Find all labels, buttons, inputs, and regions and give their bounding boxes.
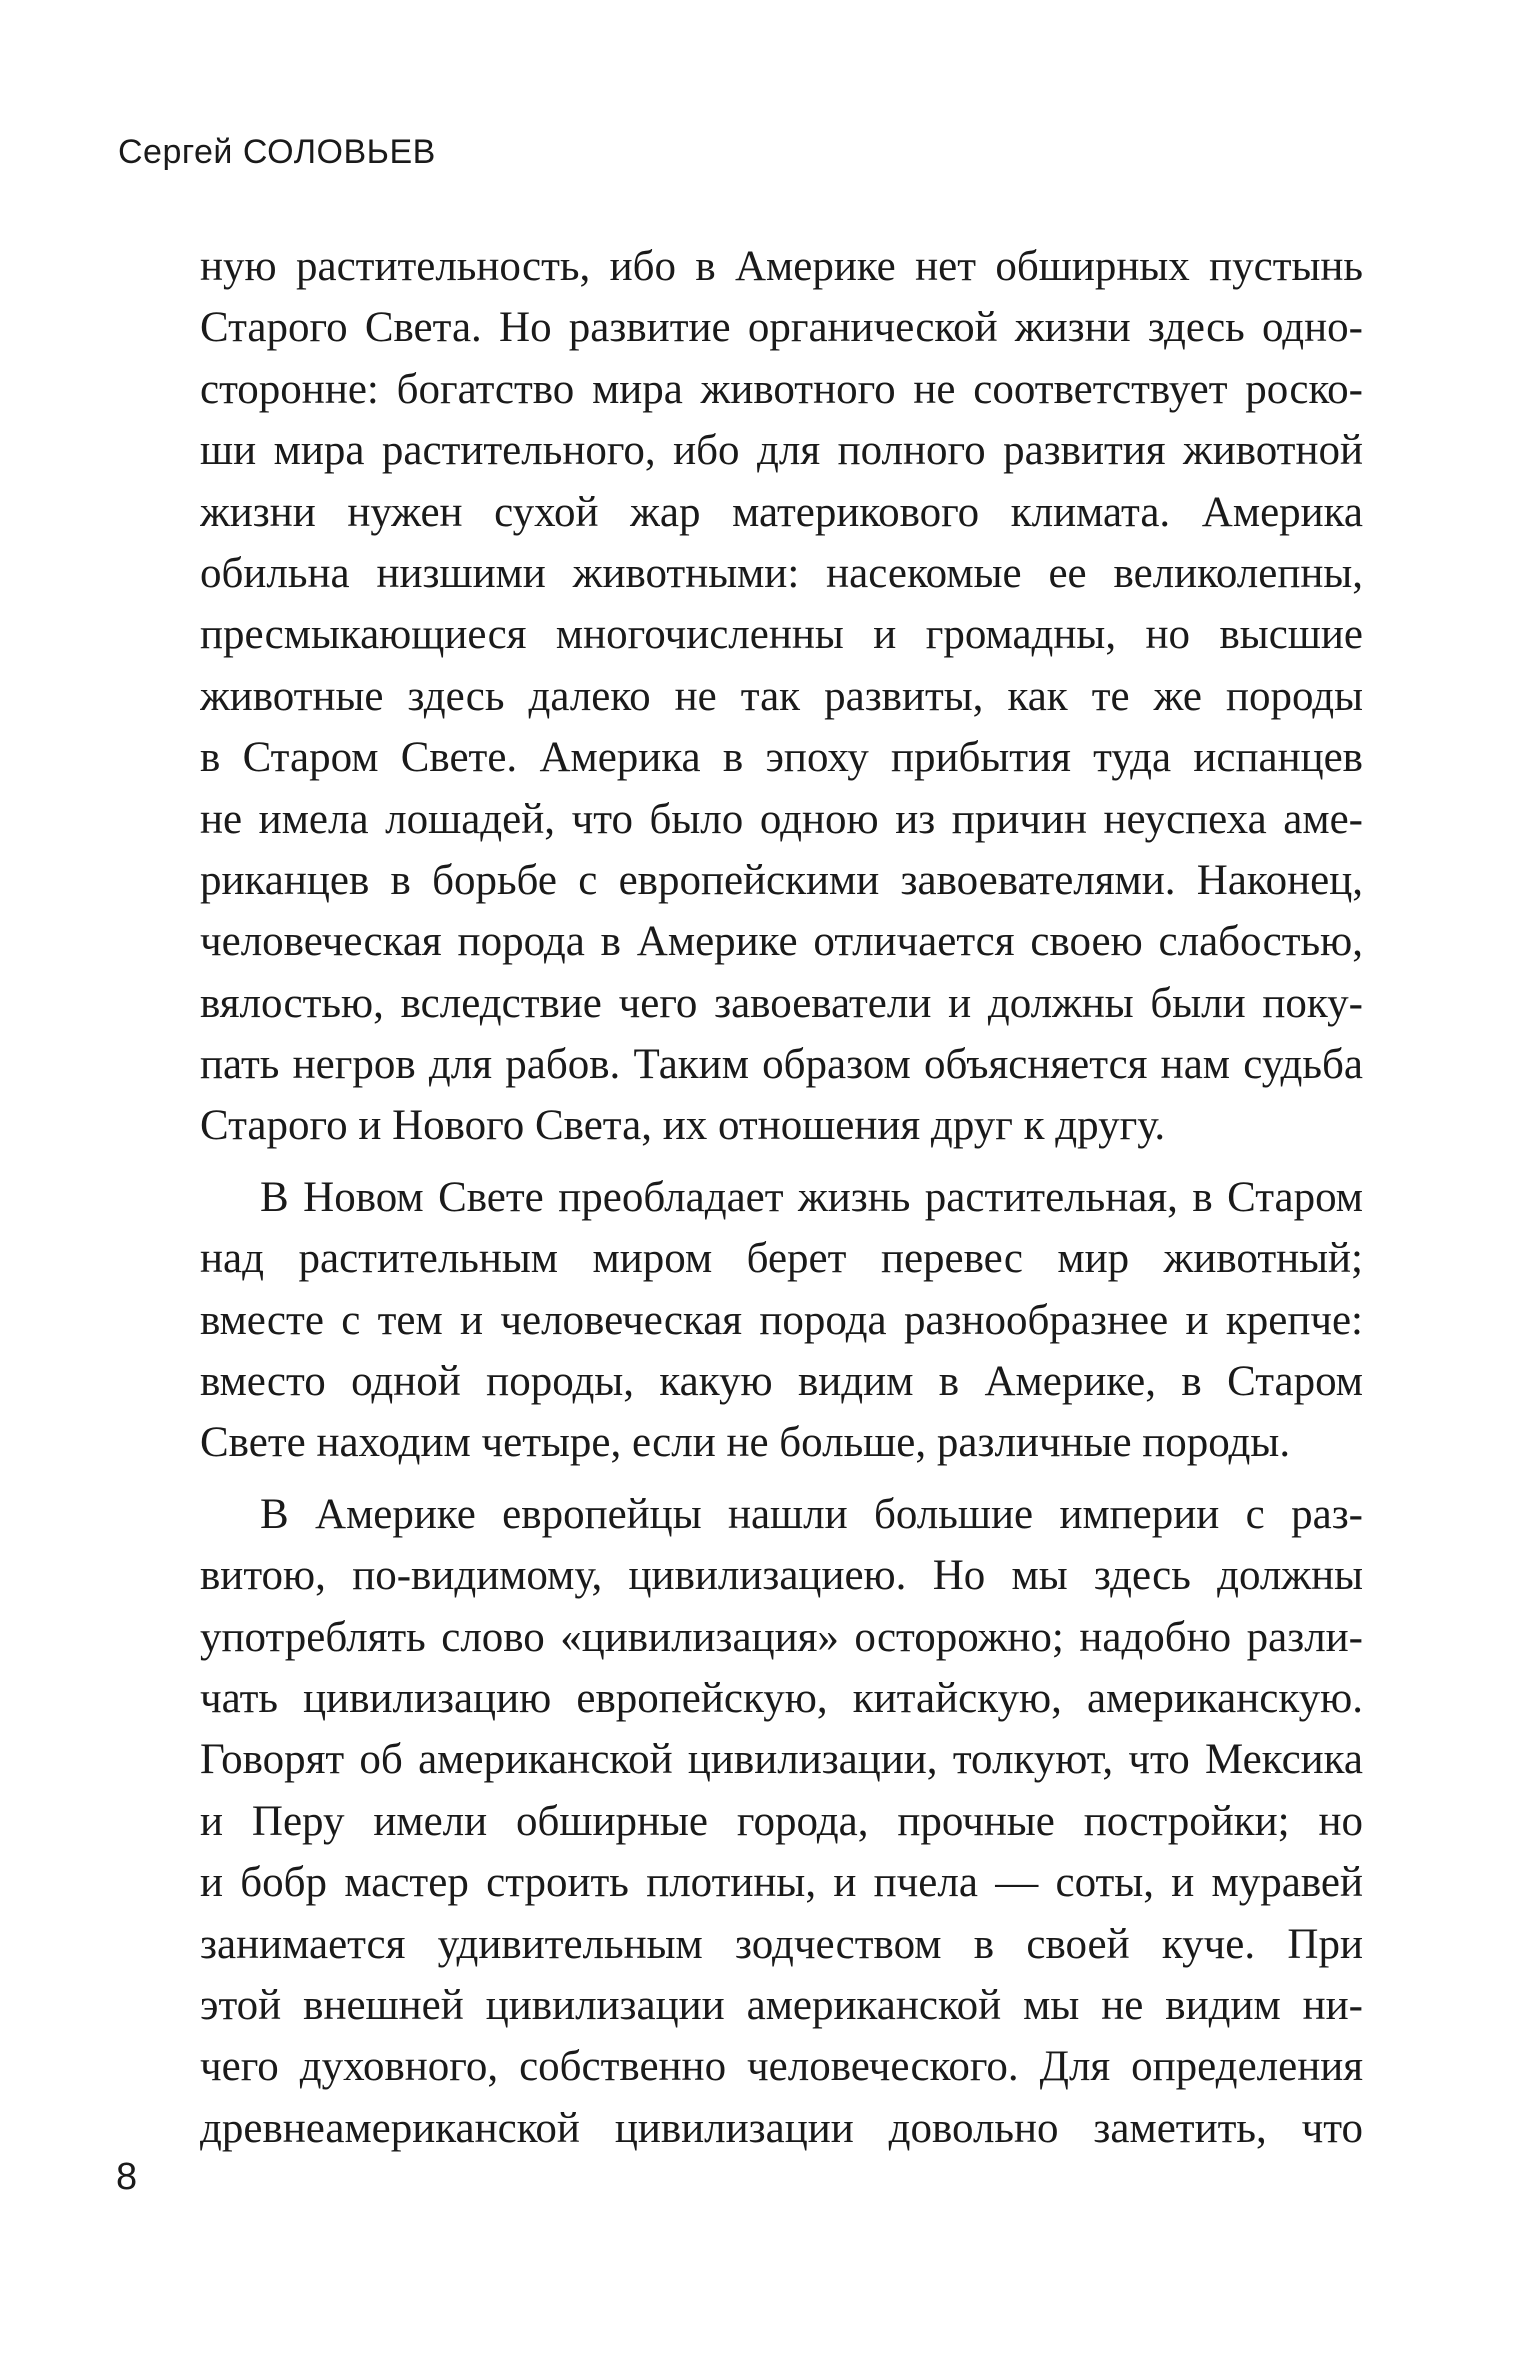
- page-number: 8: [116, 2156, 138, 2198]
- text-line: жизни нужен сухой жар материкового климата. Америка: [200, 488, 1363, 536]
- text-line: пать негров для рабов. Таким образом объясняется нам судьба: [200, 1041, 1363, 1089]
- body-text: [200, 236, 1363, 2159]
- text-line: чать цивилизацию европейскую, китайскую, американскую.: [200, 1674, 1363, 1722]
- text-line: над растительным миром берет перевес мир животный;: [200, 1235, 1363, 1283]
- text-line: и Перу имели обширные города, прочные постройки; но: [200, 1797, 1363, 1845]
- text-line: обильна низшими животными: насекомые ее великолепны,: [200, 549, 1363, 597]
- text-line: в Старом Свете. Америка в эпоху прибытия туда испанцев: [200, 734, 1363, 782]
- text-line: и бобр мастер строить плотины, и пчела — соты, и муравей: [200, 1859, 1363, 1907]
- text-line: этой внешней цивилизации американской мы не видим ни-: [200, 1981, 1363, 2029]
- text-line: ную растительность, ибо в Америке нет обширных пустынь: [200, 243, 1363, 290]
- text-line: чего духовного, собственно человеческого. Для определения: [200, 2043, 1363, 2091]
- text-line: риканцев в борьбе с европейскими завоевателями. Наконец,: [200, 856, 1363, 904]
- text-line: Старого и Нового Света, их отношения друг к другу.: [200, 1102, 1166, 1150]
- text-line: пресмыкающиеся многочисленны и громадны, но высшие: [200, 611, 1363, 659]
- text-line: занимается удивительным зодчеством в своей куче. При: [200, 1920, 1363, 1968]
- text-line: древнеамериканской цивилизации довольно заметить, что: [200, 2104, 1363, 2152]
- text-line: Свете находим четыре, если не больше, различные породы.: [200, 1419, 1291, 1467]
- paragraph-3: [200, 1484, 1363, 2159]
- text-line: сторонне: богатство мира животного не соответствует роско-: [200, 365, 1363, 413]
- paragraph-2: [200, 1167, 1363, 1474]
- running-head: Сергей СОЛОВЬЕВ: [118, 133, 436, 171]
- text-line: животные здесь далеко не так развиты, как те же породы: [200, 672, 1363, 720]
- text-line: В Америке европейцы нашли большие империи с раз-: [260, 1490, 1363, 1538]
- text-line: ши мира растительного, ибо для полного развития животной: [200, 427, 1363, 475]
- text-line: Старого Света. Но развитие органической жизни здесь одно-: [200, 304, 1363, 352]
- text-line: Говорят об американской цивилизации, толкуют, что Мексика: [200, 1736, 1363, 1784]
- text-line: человеческая порода в Америке отличается своею слабостью,: [200, 918, 1363, 966]
- text-line: вялостью, вследствие чего завоеватели и должны были поку-: [200, 979, 1363, 1027]
- text-line: не имела лошадей, что было одною из причин неуспеха аме-: [200, 795, 1363, 843]
- text-line: вместо одной породы, какую видим в Америке, в Старом: [200, 1358, 1363, 1406]
- paragraph-1: [200, 236, 1363, 1157]
- text-line: вместе с тем и человеческая порода разнообразнее и крепче:: [200, 1296, 1363, 1344]
- text-line: В Новом Свете преобладает жизнь растительная, в Старом: [260, 1173, 1363, 1221]
- text-line: употреблять слово «цивилизация» осторожно; надобно разли-: [200, 1613, 1363, 1661]
- text-line: витою, по-видимому, цивилизациею. Но мы здесь должны: [200, 1552, 1363, 1600]
